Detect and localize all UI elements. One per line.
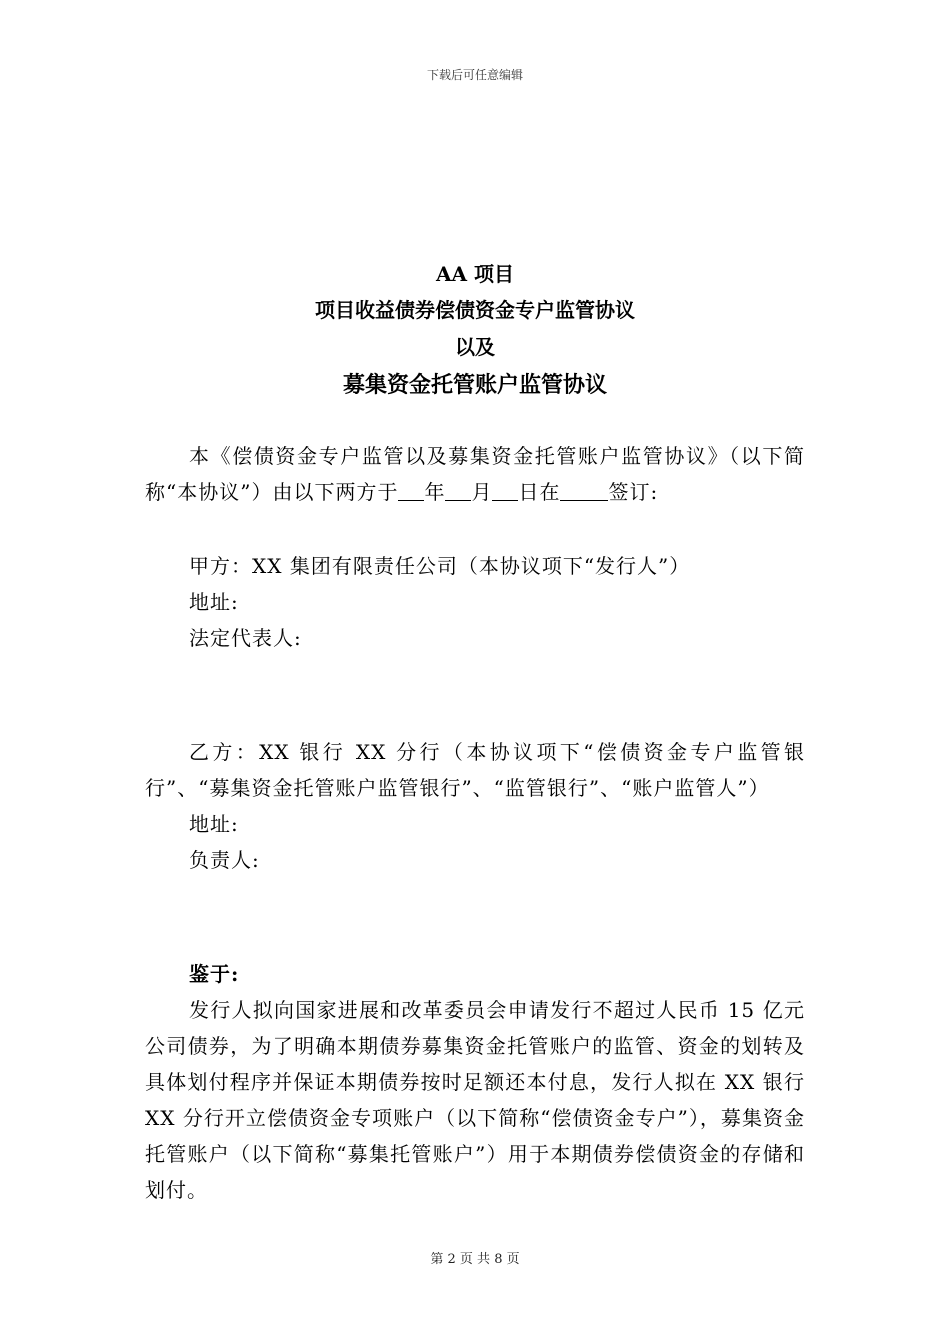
page-footer: 第 2 页 共 8 页 [430, 1252, 520, 1267]
party-b-person-in-charge: 负责人: [189, 848, 260, 872]
intro-year: 年 [424, 480, 446, 504]
intro-day: 日在 [518, 480, 561, 504]
document-title-block [0, 256, 950, 404]
month-blank [445, 480, 471, 501]
party-b-line: 乙方：XX 银行 XX 分行（本协议项下“偿债资金专户监管银行”、“募集资金托管账户监管银行”、“监管银行”、“账户监管人”） [145, 740, 805, 800]
day-blank [492, 480, 518, 501]
intro-paragraph [145, 438, 805, 510]
party-a-line: 甲方：XX 集团有限责任公司（本协议项下“发行人”） [189, 554, 691, 578]
intro-text: 本《偿债资金专户监管以及募集资金托管账户监管协议》（以下简称“本协议”）由以下两方于 [145, 444, 805, 504]
title-agreement-2: 募集资金托管账户监管协议 [342, 372, 607, 398]
page-header: 下载后可任意编辑 [426, 68, 523, 82]
party-b-section [145, 734, 805, 878]
party-a-legal-rep: 法定代表人: [189, 626, 302, 650]
place-blank [560, 480, 608, 501]
whereas-heading: 鉴于: [189, 962, 240, 986]
party-a-address: 地址: [189, 590, 239, 614]
intro-month: 月 [471, 480, 493, 504]
title-agreement-1: 项目收益债券偿债资金专户监管协议 [315, 298, 635, 322]
party-a-section [145, 548, 805, 656]
party-b-address: 地址: [189, 812, 239, 836]
title-project: AA 项目 [436, 262, 514, 286]
intro-signed: 签订: [608, 480, 659, 504]
year-blank [398, 480, 424, 501]
title-conjunction: 以及 [455, 335, 495, 359]
whereas-section [145, 956, 805, 1208]
whereas-text: 发行人拟向国家进展和改革委员会申请发行不超过人民币 15 亿元公司债券，为了明确本期债券募集资金托管账户的监管、资金的划转及具体划付程序并保证本期债券按时足额还本付息，发行人拟在 XX 银行 XX 分行开立偿债资金专项账户（以下简称“偿债资金专户”），募集资金托管账户（以下简称“募集托管账户”）用于本期债券偿债资金的存储和划付。 [145, 998, 805, 1202]
